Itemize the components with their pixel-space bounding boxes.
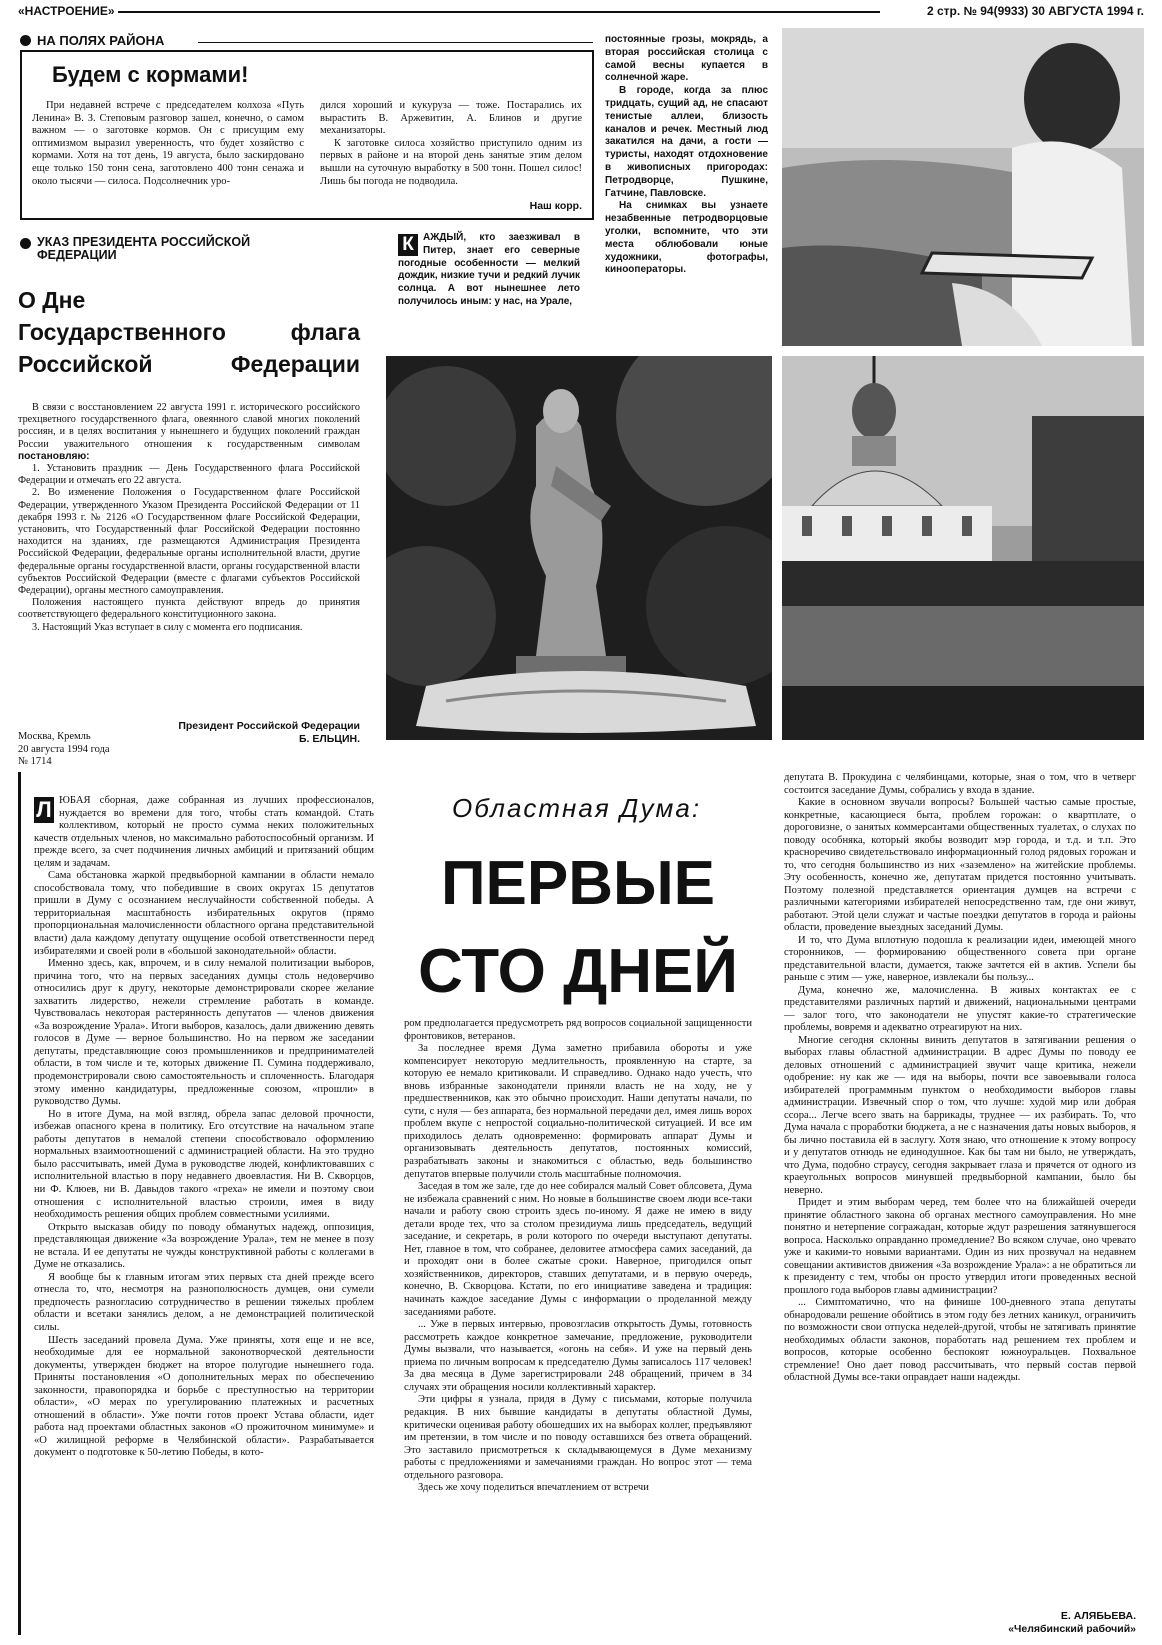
girl-sketching-illustration [782, 28, 1144, 346]
fountain-statue-photo [386, 356, 772, 740]
duma-headline-line1: ПЕРВЫЕ [440, 849, 716, 918]
duma-source: «Челябинский рабочий» [1008, 1623, 1136, 1635]
decree-kicker-text: УКАЗ ПРЕЗИДЕНТА РОССИЙСКОЙ ФЕДЕРАЦИИ [37, 235, 251, 262]
duma-left-bar [18, 772, 21, 1635]
duma-col1-p6: Я вообще бы к главным итогам этих первых ста дней прежде всего отнесла то, что, несмотря на разнополюсность думцев, они сумели предпочесть разногласию сотрудничество в решении тяжелых проблем области и всетаки занялись делом, а не демонстрацией политической силы. [34, 1271, 374, 1333]
duma-dropcap: Л [34, 797, 54, 823]
fodder-col2-p1: дился хороший и кукуруза — тоже. Постарались их вырастить В. Аржевитин, А. Блинов и другие механизаторы. [320, 100, 582, 137]
kicker-rule [198, 42, 593, 43]
duma-headline [392, 840, 764, 1016]
duma-col2-p1: ром предполагается предусмотреть ряд вопросов социальной защищенности фронтовиков, ветеранов. [404, 1018, 752, 1042]
fountain-statue-illustration [386, 356, 772, 740]
decree-number: № 1714 [18, 756, 52, 768]
decree-item1: 1. Установить праздник — День Государственного флага Российской Федерации и отмечать его 22 августа. [18, 463, 360, 487]
decree-signer-title: Президент Российской Федерации [178, 720, 360, 732]
petersburg-col1-text: АЖДЫЙ, кто заезживал в Питер, знает его северные погодные особенности — мелкий дождик, низкие тучи и редкий лучик солнца. А вот нынешнее лето получилось иным: у нас, на Урале, [398, 232, 580, 307]
petersburg-col2-p1: постоянные грозы, мокрядь, а вторая российская столица с самой весны купается в солнечной жаре. [605, 34, 768, 84]
petersburg-col2 [605, 34, 768, 277]
fodder-col2 [320, 100, 582, 188]
decree-date: 20 августа 1994 года [18, 743, 110, 755]
duma-col3 [784, 772, 1136, 1385]
fodder-col1 [32, 100, 304, 188]
fodder-col2-p2: К заготовке силоса хозяйство приступило одним из первых в районе и на второй день занятые этим делом вышли на суточную выработку в 500 тонн. Пошел силос! Лишь бы погода не подводила. [320, 137, 582, 187]
fodder-signature: Наш корр. [529, 200, 582, 212]
decree-preamble [18, 402, 360, 463]
decree-signer-name: Б. ЕЛЬЦИН. [298, 733, 360, 745]
decree-title-line2: Государственного флага [18, 319, 360, 345]
bullet-icon [20, 238, 31, 249]
issue-line: 2 стр. № 94(9933) 30 АВГУСТА 1994 г. [926, 4, 1144, 18]
girl-sketching-photo [782, 28, 1144, 346]
decree-place: Москва, Кремль [18, 731, 91, 742]
duma-col1-p2: Сама обстановка жаркой предвыборной кампании в области немало способствовала тому, что победившие в своих округах 15 депутатов пришли в Думу с осознанием неслучайности собственной победы. А территориальная масштабность избирательных округов (прямо пропорциональная малочисленности областного органа представительной власти) дала каждому депутату ощущение особой ответственности перед избирателями и своей роли в «большой законодательной» области. [34, 870, 374, 957]
duma-col2-p5: Эти цифры я узнала, придя в Думу с письмами, которые получила редакция. В них бывшие кандидаты в депутаты областной Думы, критически оценивая работу обошедших их на выборах коллег, предъявляют им претензии, в том числе и по поводу оставшихся без ответа обращений. Это заставило присмотреться к складывающемуся в Думе механизму работы с предложениями и замечаниями граждан. Но вопрос этот — тема отдельного разговора. [404, 1394, 752, 1481]
duma-col1-p1 [34, 795, 374, 870]
petersburg-col1 [398, 232, 580, 309]
duma-kicker: Областная Дума: [452, 793, 702, 823]
duma-col1 [34, 795, 374, 1460]
duma-col2-p3: Заседая в том же зале, где до нее собирался малый Совет облсовета, Дума не избежала сравнений с ним. Но новые в большинстве своем люди все-таки начали и работу свою строить здесь по-иному. Я даже не имею в виду детали вроде тех, что за столом президиума лишь председатель, ведущий заседание, и секретарь, в роли которого по очереди выступают депутаты. Нет, главное в том, что собранее, деловитее атмосфера самих заседаний, да и проходят они в более сжатые сроки. Наверное, пригодился опыт хозяйственников, директоров, ставших депутатами, и в первую очередь, конечно, В. Скворцова. Кстати, по его инициативе заведена и традиция: начинать каждое заседание Думы с информации о проделанной между заседаниями работе. [404, 1181, 752, 1318]
duma-col1-p7: Шесть заседаний провела Дума. Уже приняты, хотя еще и не все, необходимые для ее нормальной законотворческой деятельности документы, утвержден бюджет на второе полугодие нынешнего года. Приняты постановления «О дополнительных мерах по обеспечению законности, правопорядка и борьбе с преступностью на территории области», «О мерах по урегулированию платежных и расчетных отношений в области». Уже почти готов проект Устава области, идет работа над проектами областных законов «О прожиточном минимуме» и «О жилищной реформе в Челябинской области». Разрабатывается документ о подготовке к 50-летию Победы, в кото- [34, 1334, 374, 1459]
duma-col2 [404, 1018, 752, 1495]
duma-headline-line2: СТО ДНЕЙ [418, 937, 738, 1006]
duma-col1-p1-text: ЮБАЯ сборная, даже собранная из лучших профессионалов, нуждается во времени для того, чтобы стать командой. Стать коллективом, который не просто сумма неких положительных качеств отдельных членов, но максимально работоспособный организм. И прежде всего, за счет подчинения личных амбиций и притязаний общим целям и задачам. [34, 795, 374, 869]
duma-col1-p5: Открыто высказав обиду по поводу обманутых надежд, оппозиция, представляющая движение «За возрождение Урала», тем не менее в позу не встала. И ее депутаты не чужды конструктивной работы с коллегами в Думе не отказались. [34, 1221, 374, 1271]
fodder-title: Будем с кормами! [52, 62, 249, 87]
paper-name: «НАСТРОЕНИЕ» [18, 4, 115, 18]
decree-item2b: Положения настоящего пункта действуют впредь до принятия соответствующего федерального конституционного закона. [18, 597, 360, 621]
petersburg-col2-p2: В городе, когда за плюс тридцать, сущий ад, не спасают тенистые аллеи, близость каналов и речек. Местный люд закатился на дачи, а гости — туристы, находят отдохновение в живописных пригородах: Петродворце, Пушкине, Гатчине, Павловске. [605, 85, 768, 199]
duma-col3-p4: Дума, конечно же, малочисленна. В живых контактах ее с представителями различных партий и движений, национальными центрами — залог того, что законодатели не упустят какие-то стратегические проблемы, вовремя и адекватно отреагируют на них. [784, 984, 1136, 1033]
duma-col3-p7: ... Симптоматично, что на финише 100-дневного этапа депутаты обнародовали решение обойтись в этом году без летних каникул, ограничить по возможности свои отпуска неделей-другой, чтобы не затягивать принятие необходимых области законов, поработать над решением тех проблем и вопросов, которые особенно беспокоят южноуральцев. Похвальное стремление! Оно дает повод рассчитывать, что первый состав первой областной Думы все-таки оправдает наши надежды. [784, 1297, 1136, 1383]
decree-item2: 2. Во изменение Положения о Государственном флаге Российской Федерации, утвержденного Указом Президента Российской Федерации от 11 декабря 1993 г. № 2126 «О Государственном флаге Российской Федерации, установить, что Государственный флаг Российской Федерации постоянно находится на зданиях, где размещаются Администрация Президента Российской Федерации, федеральные органы исполнительной власти, другие федеральные органы государственной власти, органы государственной власти субъектов Российской Федерации (вместе с флагами субъектов Российской Федерации), органы местного самоуправления. [18, 487, 360, 597]
bullet-icon [20, 35, 31, 46]
fodder-kicker-text: НА ПОЛЯХ РАЙОНА [37, 33, 165, 48]
header-rule [118, 11, 880, 13]
decree-preamble-text: В связи с восстановлением 22 августа 1991 г. исторического российского трехцветного государственного флага, овеянного славой многих поколений россиян, и в целях воспитания у нынешнего и будущих поколений граждан России уважительного отношения к государственным символам [18, 402, 360, 450]
domed-pavilion-photo [782, 356, 1144, 740]
duma-col3-p1: депутата В. Прокудина с челябинцами, которые, зная о том, что в четверг состоится заседание Думы, собрались у входа в здание. [784, 772, 1136, 796]
duma-col3-p6: Придет и этим выборам черед, тем более что на ближайшей очереди принятие областного закона об органах местного самоуправления. Но мне понятно и нетерпение согражадан, которые ждут разрешения затянувшегося вопроса. Насколько оправданно промедление? Во всяком случае, оно чревато уже и какими-то новыми вариантами. Один из них прозвучал на недавнем совещании активистов движения «За возрождение Урала»: а не обратиться ли к президенту с тем, чтобы он просто утвердил итоги проведенных весной прошлого года выборов главы администрации? [784, 1197, 1136, 1296]
duma-author: Е. АЛЯБЬЕВА. [1060, 1610, 1136, 1622]
duma-col3-p2: Какие в основном звучали вопросы? Большей частью самые простые, конкретные, касающиеся быта, проблем горожан: о квартплате, о дороговизне, о занятых коммерсантами общественных туалетах, о слухах по поводу особняка, который якобы возводит мэр города, и т.д. и т.п. Это красноречиво свидетельствовало информационный голод рядовых горожан и то, что сегодня большинство из них «заземлено» на житейские проблемы. Эту особенность, конечно же, депутатам придется постоянно учитывать. Поэтому полезной представляется ориентация думцев на встречи с различными категориями избирателей непосредственно там, где они живут, работают. Этой цели служат и частые поездки депутатов в города и районы области, проведение выездных заседаний Думы. [784, 797, 1136, 933]
decree-item3: 3. Настоящий Указ вступает в силу с момента его подписания. [32, 621, 303, 633]
duma-col2-p4: ... Уже в первых интервью, провозгласив открытость Думы, готовность рассмотреть каждое конкретное замечание, предложение, руководители Думы вызвали, что называется, «огонь на себя». И уже на первый день приема по личным вопросам к председателю Думы записалось 117 человек! За два месяца в Думе зарегистрировали 248 обращений, причем в 34 случаях эти обращения носили коллективный характер. [404, 1319, 752, 1393]
duma-col3-p5: Многие сегодня склонны винить депутатов в затягивании решения о выборах главы областной администрации. В адрес Думы по поводу ее деловых отношений с администрацией звучит чаще критика, нежели одобрение: ну как же — идя на выборы, почти все завоевывали голоса избирателей программным пунктом о необходимости выборов главы администрации. Извечный спор о том, что лучше: худой мир или добрая ссора... Легче всего звать на баррикады, труднее — их разбирать. То, что Дума начала с проработки бюджета, а не с назначения даты новых выборов, я бы лично поставила ей в заслугу. Хотя знаю, что отношение к этому вопросу и у депутатов отнюдь не единодушное. Как бы там ни было, не утверждать, что Дума, подобно страусу, сегодня закрывает глаза и прячется от одного из краеугольных вопросов минувшей предвыборной кампании, было бы неверно. [784, 1034, 1136, 1196]
decree-resolve: постановляю: [18, 450, 90, 462]
duma-col3-p3: И то, что Дума вплотную подошла к реализации идеи, имеющей много сторонников, — формированию общественного совета при органе представительной власти, думается, также зачтется ей в актив. Успели бы раньше с этим — уже, наверное, извлекали бы пользу... [784, 934, 1136, 983]
duma-col2-p6: Здесь же хочу поделиться впечатлением от встречи [418, 1482, 649, 1494]
duma-col2-p2: За последнее время Дума заметно прибавила обороты и уже компенсирует некоторую медлительность, проявленную на старте, за которую ее немало критиковали. И справедливо. Однако надо учесть, что вновь избранные законодатели приняли власть не на ходу, не у предшественников, как это обычно происходит. Наши депутаты начали, по сути, с нуля — без аппарата, без нормальной передачи дел, имея лишь ворох проблем вкупе с непростой социально-политической ситуацией. И все им приходилось делать одновременно: формировать аппарат Думы и организовывать деятельность депутатов, постоянных комиссий, разрабатывать законы и знакомиться с областью, ведь большинство депутатов впервые получили столь масштабные полномочия. [404, 1043, 752, 1180]
petersburg-col2-p3: На снимках вы узнаете незабвенные петродворцовые уголки, вспомните, что эти места облюбовали юные художники, фотографы, кинооператоры. [605, 200, 768, 276]
decree-title [18, 284, 360, 380]
domed-pavilion-illustration [782, 356, 1144, 740]
fodder-kicker [20, 33, 164, 48]
decree-title-line1: О Дне [18, 287, 86, 313]
decree-title-line3: Российской Федерации [18, 351, 360, 377]
decree-kicker [20, 236, 320, 262]
fodder-col1-text: При недавней встрече с председателем колхоза «Путь Ленина» В. З. Степовым разговор зашел, конечно, о самом важном — о заготовке кормов. Он с присущим ему оптимизмом выразил уверенность, что будет хозяйство с кормами. Хотя на тот день, 19 августа, было заскирдовано еще только 150 тонн сена, заготовлено 400 тонн сенажа и около тысячи — силоса. Подсолнечник уро- [32, 100, 304, 187]
duma-col1-p3: Именно здесь, как, впрочем, и в силу немалой политизации выборов, причина того, что на первых заседаниях думцы столь недоверчиво относились друг к другу, некоторые демонстрировали скорее желание захватить лидерство, нежели стремление работать в команде. Чувствовалась некоторая растерянность депутатов — членов движения «За возрождение Урала». Итоги выборов, казалось, дали движению девять голосов в Думе — верное большинство. Но на первом же заседании депутаты, представляющие союз промышленников и предпринимателей области, в том числе и те, которых движение П. Сумина поддерживало, продемонстрировали свою самостоятельность и сплоченность. Благодаря этому именно кандидатуры, предложенные союзом, «прошли» в руководство Думы. [34, 958, 374, 1108]
petersburg-dropcap: К [398, 234, 418, 256]
decree-footer [18, 731, 178, 769]
decree-body [18, 402, 360, 634]
duma-col1-p4: Но в итоге Дума, на мой взгляд, обрела запас деловой прочности, избежав опасного крена в политику. Его отсутствие на начальном этапе работы депутатов в немалой степени способствовало оформлению нормальных взаимоотношений с администрацией области. На это трудно было рассчитывать, имей Дума в руководстве людей, конфликтовавших с исполнительной властью в пору недавнего двоевластия. Ни В. Скворцов, ни Ф. Клюев, ни В. Давыдов такого «греха» не имели и поэтому свои отношения с исполнительной властью строили, имея в виду необходимость решения общих проблем совместными усилиями. [34, 1108, 374, 1221]
